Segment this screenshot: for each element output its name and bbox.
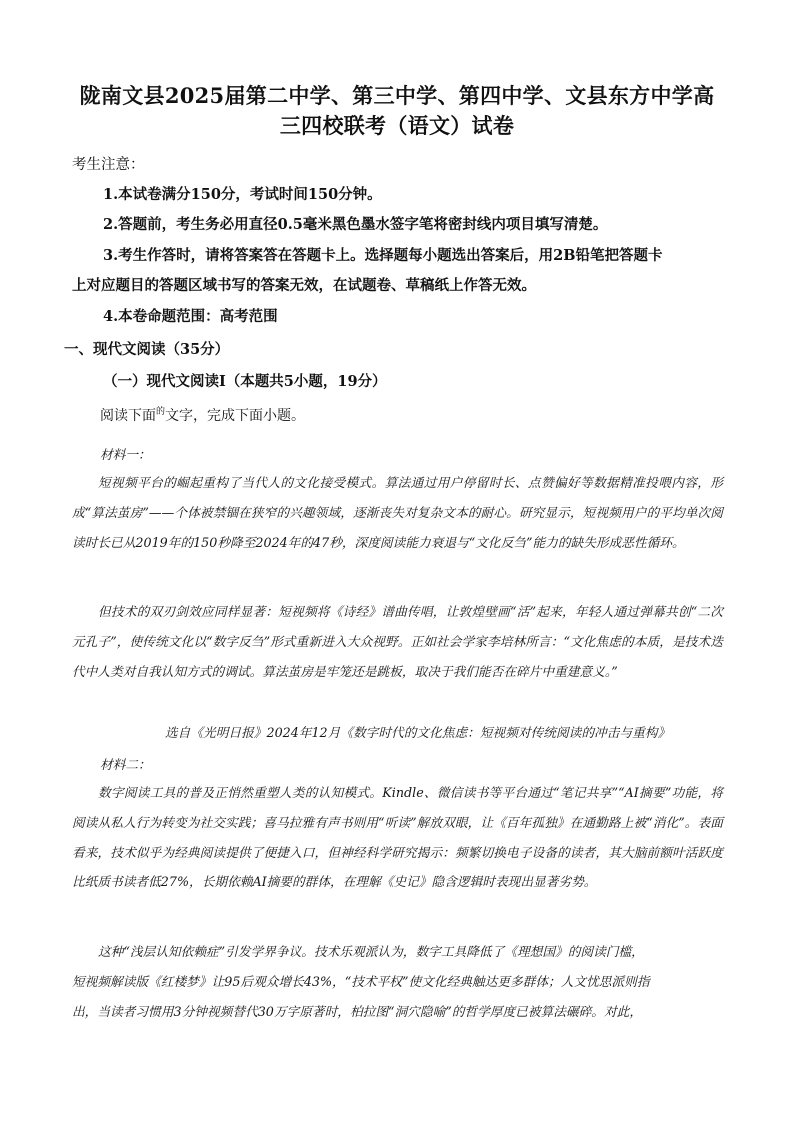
material-2-paragraph-1: 数字阅读工具的普及正悄然重塑人类的认知模式。Kindle、微信读书等平台通过“笔记共享”“AI摘要”功能，将阅读从私人行为转变为社交实践；喜马拉雅有声书则用“听读”解放双眼，让《百年孤独》在通勤路上被“消化”。表面看来，技术似乎为经典阅读提供了便捷入口，但神经科学研究揭示：频繁切换电子设备的读者，其大脑前额叶活跃度比纸质书读者低27%，长期依赖AI摘要的群体，在理解《史记》隐含逻辑时表现出显著劣势。 — [72, 785, 723, 890]
reading-instruction — [100, 404, 305, 425]
instruction-part-a: 阅读下面 — [100, 408, 156, 424]
instruction-part-b: 文字，完成下面小题。 — [165, 408, 306, 424]
material-2-label: 材料二： — [100, 757, 151, 772]
notice-item-3-line-2: 上对应题目的答题区域书写的答案无效，在试题卷、草稿纸上作答无效。 — [72, 277, 536, 294]
section-subheading: （一）现代文阅读Ⅰ（本题共5小题，19分） — [103, 373, 387, 390]
notice-item-2: 2.答题前，考生务必用直径0.5毫米黑色墨水签字笔将密封线内项目填写清楚。 — [103, 216, 608, 233]
material-1-source: 选自《光明日报》2024年12月《数字时代的文化焦虑：短视频对传统阅读的冲击与重构》 — [165, 725, 671, 740]
material-2-paragraph-2-line-1: 这种“浅层认知依赖症”引发学界争议。技术乐观派认为，数字工具降低了《理想国》的阅读门槛， — [98, 944, 644, 959]
material-1-paragraph-1: 短视频平台的崛起重构了当代人的文化接受模式。算法通过用户停留时长、点赞偏好等数据精准投喂内容，形成“算法茧房”——个体被禁锢在狭窄的兴趣领域，逐渐丧失对复杂文本的耐心。研究显示，短视频用户的平均单次阅读时长已从2019年的150秒降至2024年的47秒，深度阅读能力衰退与“文化反刍”能力的缺失形成恶性循环。 — [72, 475, 723, 550]
exam-title-line-2: 三四校联考（语文）试卷 — [279, 113, 515, 138]
material-1-paragraph-2: 但技术的双刃剑效应同样显著：短视频将《诗经》谱曲传唱，让敦煌壁画“活”起来，年轻人通过弹幕共创“二次元孔子”，使传统文化以“数字反刍”形式重新进入大众视野。正如社会学家李培林所言：“文化焦虑的本质，是技术迭代中人类对自我认知方式的调试。算法茧房是牢笼还是跳板，取决于我们能否在碎片中重建意义。” — [72, 604, 723, 679]
notice-item-1: 1.本试卷满分150分，考试时间150分钟。 — [103, 186, 382, 203]
notice-item-4: 4.本卷命题范围：高考范围 — [103, 308, 278, 325]
notice-item-3-line-1: 3.考生作答时，请将答案答在答题卡上。选择题每小题选出答案后，用2B铅笔把答题卡 — [103, 247, 663, 264]
section-heading: 一、现代文阅读（35分） — [64, 341, 230, 358]
material-2-paragraph-2-line-2: 短视频解读版《红楼梦》让95后观众增长43%，“技术平权”使文化经典触达更多群体；人文忧思派则指 — [72, 974, 650, 989]
material-1-label: 材料一： — [100, 447, 151, 462]
material-2-paragraph-2-line-3: 出，当读者习惯用3分钟视频替代30万字原著时，柏拉图“洞穴隐喻”的哲学厚度已被算法碾碎。对此， — [72, 1004, 643, 1019]
notice-heading: 考生注意： — [72, 157, 145, 173]
exam-title-line-1: 陇南文县2025届第二中学、第三中学、第四中学、文县东方中学高 — [79, 83, 715, 108]
instruction-superscript: 的 — [156, 407, 166, 417]
